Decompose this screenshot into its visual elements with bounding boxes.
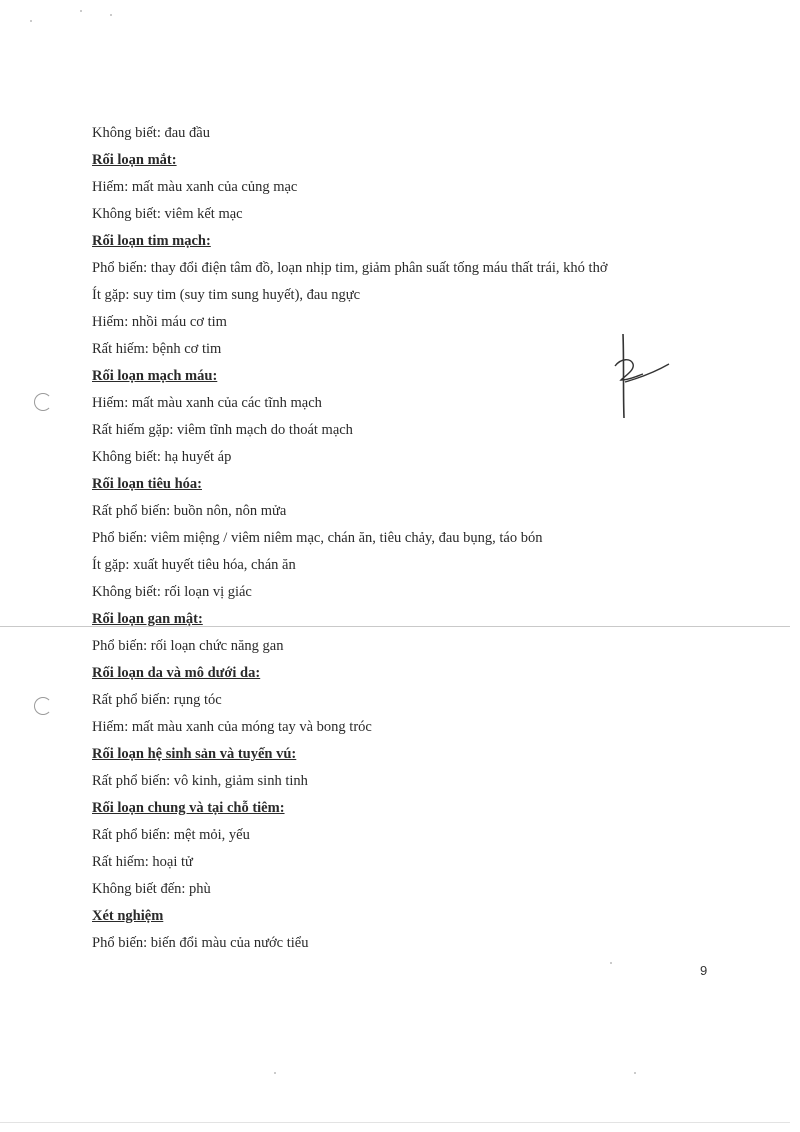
document-body — [92, 120, 732, 957]
text-line: Không biết đến: phù — [92, 881, 211, 897]
scan-speck — [274, 1072, 276, 1074]
text-line: Phổ biến: rối loạn chức năng gan — [92, 638, 284, 654]
punch-hole-icon — [34, 393, 52, 411]
text-line: Hiếm: nhồi máu cơ tim — [92, 314, 227, 330]
text-line: Rất phổ biến: buồn nôn, nôn mửa — [92, 503, 287, 519]
scan-speck — [110, 14, 112, 16]
text-line: Phổ biến: biến đổi màu của nước tiểu — [92, 935, 309, 951]
section-heading: Rối loạn mạch máu: — [92, 368, 218, 384]
text-line: Ít gặp: xuất huyết tiêu hóa, chán ăn — [92, 557, 296, 573]
text-line: Rất phổ biến: mệt mỏi, yếu — [92, 827, 250, 843]
text-line: Hiếm: mất màu xanh của các tĩnh mạch — [92, 395, 322, 411]
text-line: Rất phổ biến: rụng tóc — [92, 692, 222, 708]
text-line: Ít gặp: suy tim (suy tim sung huyết), đau ngực — [92, 287, 361, 303]
text-line: Không biết: hạ huyết áp — [92, 449, 232, 465]
scan-speck — [80, 10, 82, 12]
scan-fold-line — [0, 1122, 790, 1123]
text-line: Không biết: rối loạn vị giác — [92, 584, 252, 600]
text-line: Phổ biến: thay đổi điện tâm đồ, loạn nhịp tim, giảm phân suất tống máu thất trái, khó thở — [92, 260, 608, 276]
section-heading: Rối loạn chung và tại chỗ tiêm: — [92, 800, 285, 816]
scan-speck — [634, 1072, 636, 1074]
section-heading: Rối loạn da và mô dưới da: — [92, 665, 261, 681]
scan-speck — [30, 20, 32, 22]
section-heading: Rối loạn gan mật: — [92, 611, 203, 627]
text-line: Rất hiếm gặp: viêm tĩnh mạch do thoát mạch — [92, 422, 353, 438]
page-number: 9 — [700, 963, 708, 978]
section-heading: Xét nghiệm — [92, 908, 164, 924]
text-line: Phổ biến: viêm miệng / viêm niêm mạc, chán ăn, tiêu chảy, đau bụng, táo bón — [92, 530, 543, 546]
punch-hole-icon — [34, 697, 52, 715]
section-heading: Rối loạn tiêu hóa: — [92, 476, 202, 492]
text-line: Hiếm: mất màu xanh của củng mạc — [92, 179, 298, 195]
text-line: Không biết: viêm kết mạc — [92, 206, 243, 222]
text-line: Hiếm: mất màu xanh của móng tay và bong tróc — [92, 719, 372, 735]
text-line: Rất hiếm: bệnh cơ tim — [92, 341, 222, 357]
text-line: Không biết: đau đầu — [92, 125, 210, 141]
text-line: Rất phổ biến: vô kinh, giảm sinh tinh — [92, 773, 308, 789]
section-heading: Rối loạn mắt: — [92, 152, 177, 168]
section-heading: Rối loạn hệ sinh sản và tuyến vú: — [92, 746, 297, 762]
section-heading: Rối loạn tim mạch: — [92, 233, 211, 249]
text-line: Rất hiếm: hoại tử — [92, 854, 193, 870]
scan-speck — [610, 962, 612, 964]
